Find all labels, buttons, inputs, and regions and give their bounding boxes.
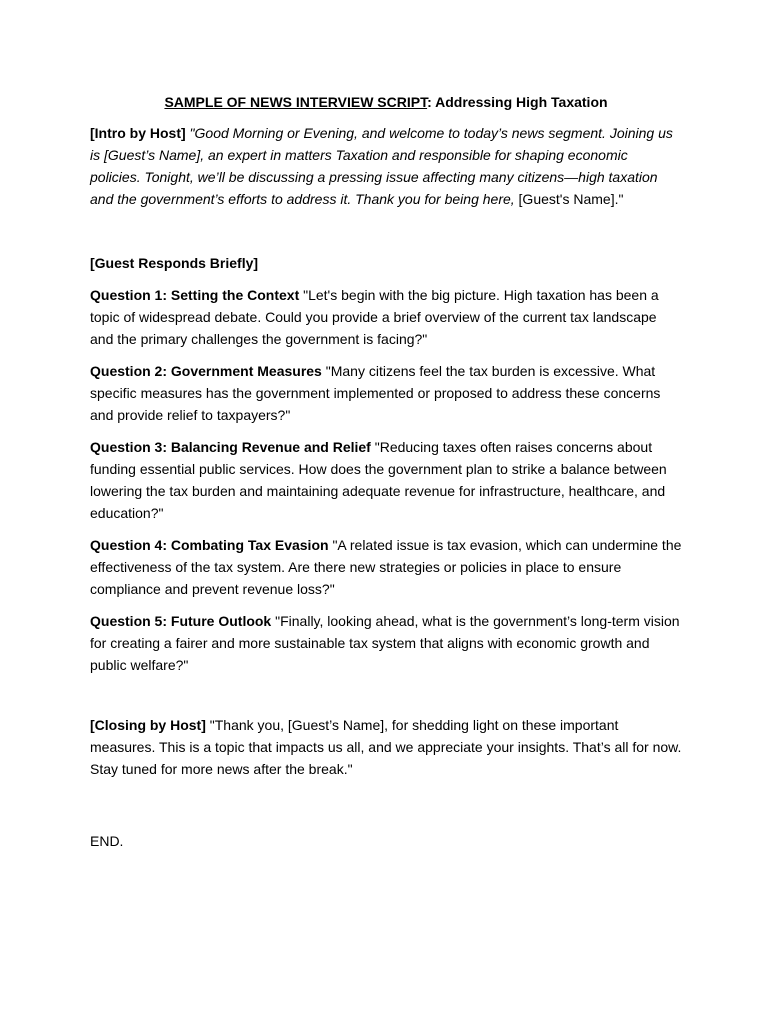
intro-paragraph (90, 122, 682, 210)
question-5-label: Question 5: Future Outlook (90, 613, 272, 629)
closing-text: "Thank you, [Guest’s Name], for shedding light on these important measures. This is a topic that impacts us all, and we appreciate your insights. That’s all for now. Stay tuned for more news after the break." (90, 717, 682, 777)
intro-normal-text: [Guest's Name]." (514, 191, 624, 207)
document-page (90, 90, 682, 862)
question-3-label: Question 3: Balancing Revenue and Relief (90, 439, 371, 455)
end-marker (90, 830, 682, 852)
question-5 (90, 610, 682, 676)
question-2 (90, 360, 682, 426)
question-4 (90, 534, 682, 600)
question-2-label: Question 2: Government Measures (90, 363, 322, 379)
question-1-text: "Let's begin with the big picture. High taxation has been a topic of widespread debate. Could you provide a brief overview of the current tax landscape and the primary challenges the government is facing?" (90, 287, 659, 347)
spacer (90, 790, 682, 830)
question-3-text: "Reducing taxes often raises concerns about funding essential public services. How does the government plan to strike a balance between lowering the tax burden and maintaining adequate revenue for infrastructure, healthcare, and education?" (90, 439, 667, 521)
guest-responds (90, 252, 682, 274)
question-4-text: "A related issue is tax evasion, which can undermine the effectiveness of the tax system. Are there new strategies or policies in place to ensure compliance and prevent revenue loss?" (90, 537, 682, 597)
question-2-text: "Many citizens feel the tax burden is excessive. What specific measures has the government implemented or proposed to address these concerns and provide relief to taxpayers?" (90, 363, 661, 423)
title-underlined: SAMPLE OF NEWS INTERVIEW SCRIPT (164, 94, 428, 110)
question-4-label: Question 4: Combating Tax Evasion (90, 537, 329, 553)
guest-responds-label: [Guest Responds Briefly] (90, 255, 259, 271)
intro-label: [Intro by Host] (90, 125, 186, 141)
title-rest: : Addressing High Taxation (427, 94, 608, 110)
spacer (90, 686, 682, 714)
closing-paragraph (90, 714, 682, 780)
question-1-label: Question 1: Setting the Context (90, 287, 300, 303)
document-title (90, 90, 682, 114)
question-5-text: "Finally, looking ahead, what is the government’s long-term vision for creating a fairer and more sustainable tax system that aligns with economic growth and public welfare?" (90, 613, 680, 673)
intro-italic-text: "Good Morning or Evening, and welcome to today’s news segment. Joining us is [Guest’s Name], an expert in matters Taxation and responsible for shaping economic policies. Tonight, we’ll be discussing a pressing issue affecting many citizens—high taxation and the government’s efforts to address it. Thank you for being here, (90, 125, 673, 207)
closing-label: [Closing by Host] (90, 717, 206, 733)
end-text: END. (90, 833, 124, 849)
spacer (90, 220, 682, 252)
question-1 (90, 284, 682, 350)
question-3 (90, 436, 682, 524)
